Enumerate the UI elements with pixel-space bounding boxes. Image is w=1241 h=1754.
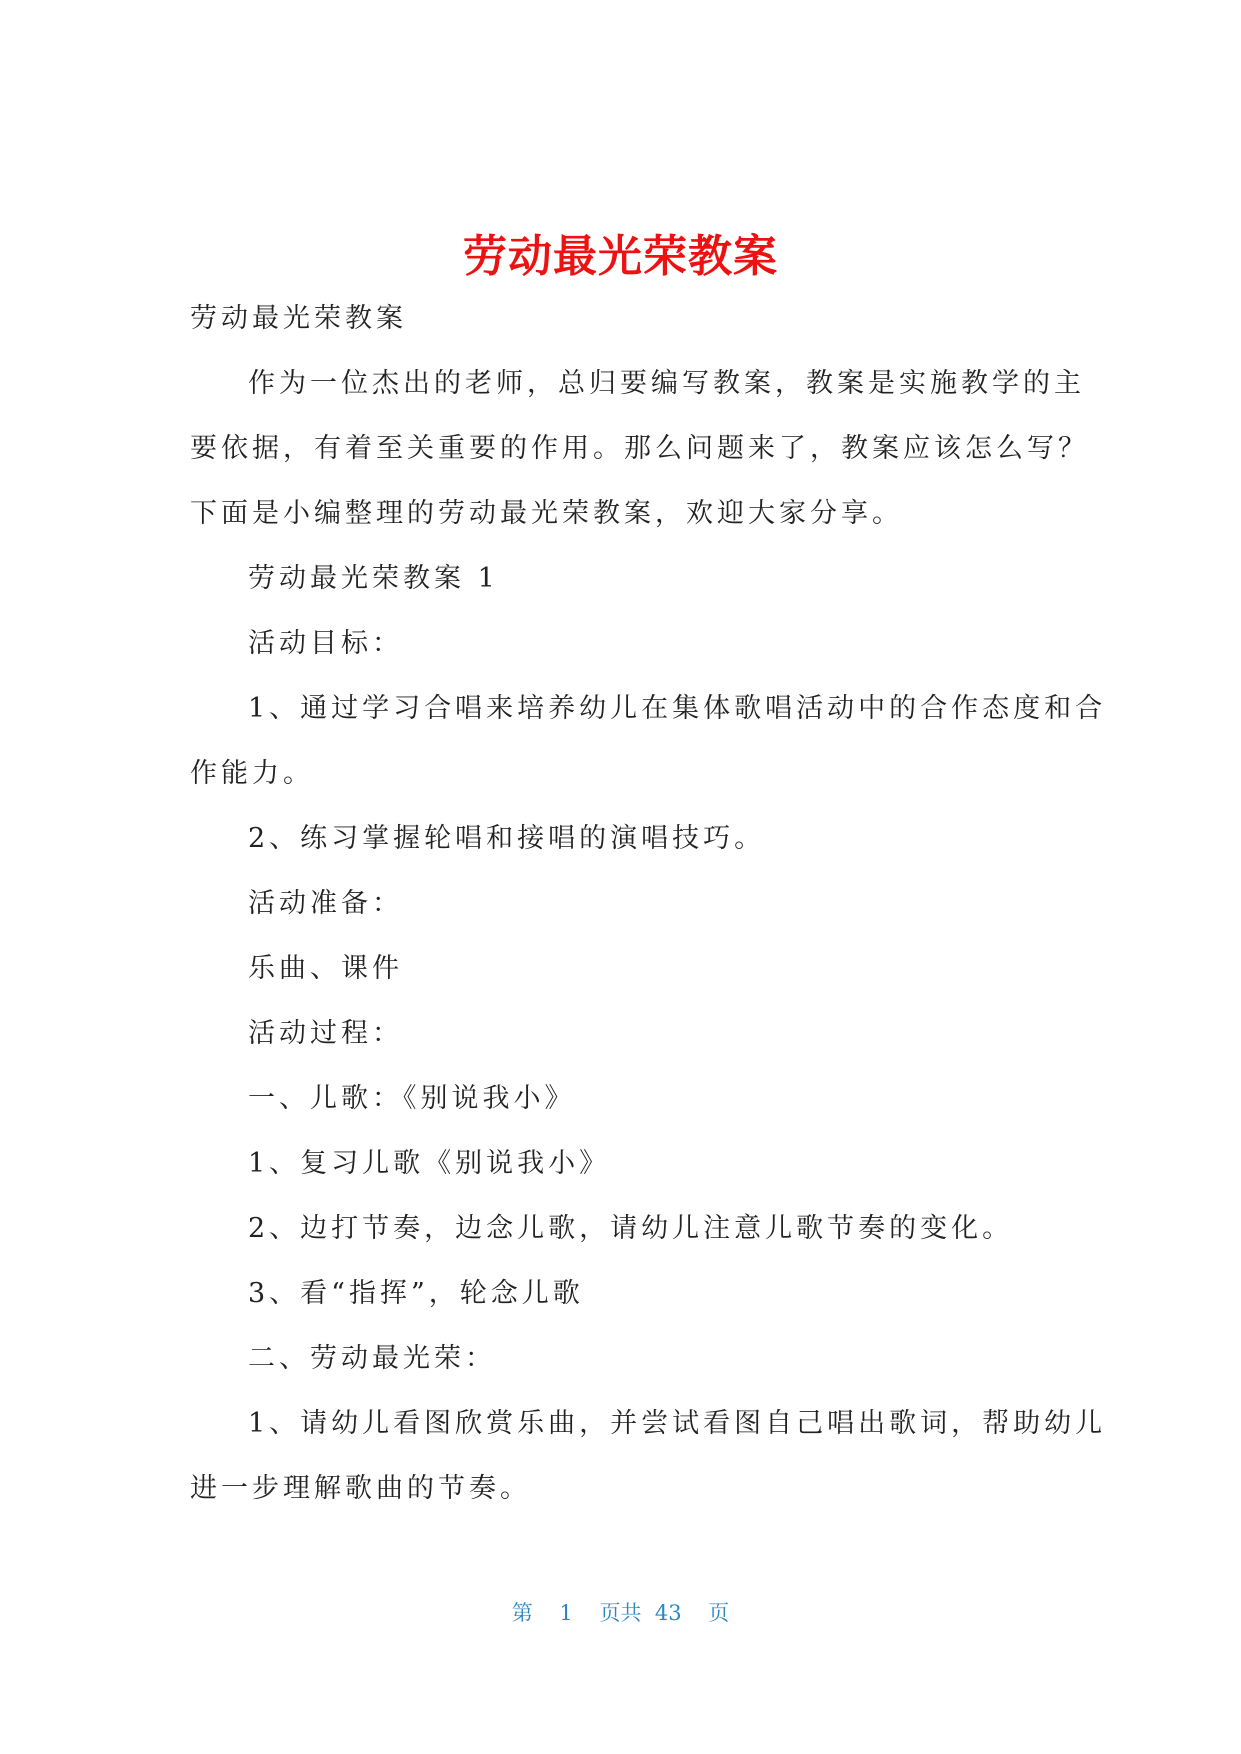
paragraph-step-1-2 (190, 1196, 1050, 1261)
paragraph-step-1-3 (190, 1261, 1050, 1326)
paragraph-section-heading (190, 546, 1050, 611)
text-line: 活动准备： (248, 888, 403, 919)
paragraph-step-2-1 (190, 1391, 1107, 1521)
text-line: 活动目标： (248, 628, 403, 659)
paragraph-part-1 (190, 1066, 1050, 1131)
document-title: 劳动最光荣教案 (463, 231, 778, 283)
text-line: 作能力。 (190, 758, 314, 789)
paragraph-subtitle (190, 286, 1050, 351)
text-line: 要依据，有着至关重要的作用。那么问题来了，教案应该怎么写？ (190, 433, 1089, 464)
paragraph-intro (190, 351, 1089, 546)
text-line: 3、看“指挥”，轮念儿歌 (248, 1278, 584, 1309)
current-page-number: 1 (559, 1601, 573, 1625)
text-line: 1、通过学习合唱来培养幼儿在集体歌唱活动中的合作态度和合 (248, 693, 1107, 724)
page-footer (0, 1598, 1241, 1628)
footer-prefix: 第 (511, 1601, 533, 1625)
paragraph-prep-heading (190, 871, 1050, 936)
text-line: 乐曲、课件 (248, 953, 403, 984)
paragraph-part-2 (190, 1326, 1050, 1391)
text-line: 2、边打节奏，边念儿歌，请幼儿注意儿歌节奏的变化。 (248, 1213, 1014, 1244)
text-line: 劳动最光荣教案 (190, 303, 407, 334)
total-pages-number: 43 (654, 1601, 682, 1625)
text-line: 二、劳动最光荣： (248, 1343, 496, 1374)
text-line: 一、儿歌：《别说我小》 (248, 1083, 576, 1114)
paragraph-process-heading (190, 1001, 1050, 1066)
text-line: 进一步理解歌曲的节奏。 (190, 1473, 531, 1504)
text-line: 1、请幼儿看图欣赏乐曲，并尝试看图自己唱出歌词，帮助幼儿 (248, 1408, 1107, 1439)
paragraph-goal-1 (190, 676, 1107, 806)
text-line: 作为一位杰出的老师，总归要编写教案，教案是实施教学的主 (248, 368, 1085, 399)
text-line: 2、练习掌握轮唱和接唱的演唱技巧。 (248, 823, 766, 854)
text-line: 活动过程： (248, 1018, 403, 1049)
document-body (190, 286, 1107, 1521)
text-line: 下面是小编整理的劳动最光荣教案，欢迎大家分享。 (190, 498, 903, 529)
footer-suffix: 页 (708, 1601, 730, 1625)
footer-middle: 页共 (599, 1601, 642, 1625)
paragraph-goal-2 (190, 806, 1050, 871)
paragraph-prep-items (190, 936, 1050, 1001)
text-line: 1、复习儿歌《别说我小》 (248, 1148, 611, 1179)
paragraph-goals-heading (190, 611, 1050, 676)
paragraph-step-1-1 (190, 1131, 1050, 1196)
text-line: 劳动最光荣教案 1 (248, 563, 499, 594)
